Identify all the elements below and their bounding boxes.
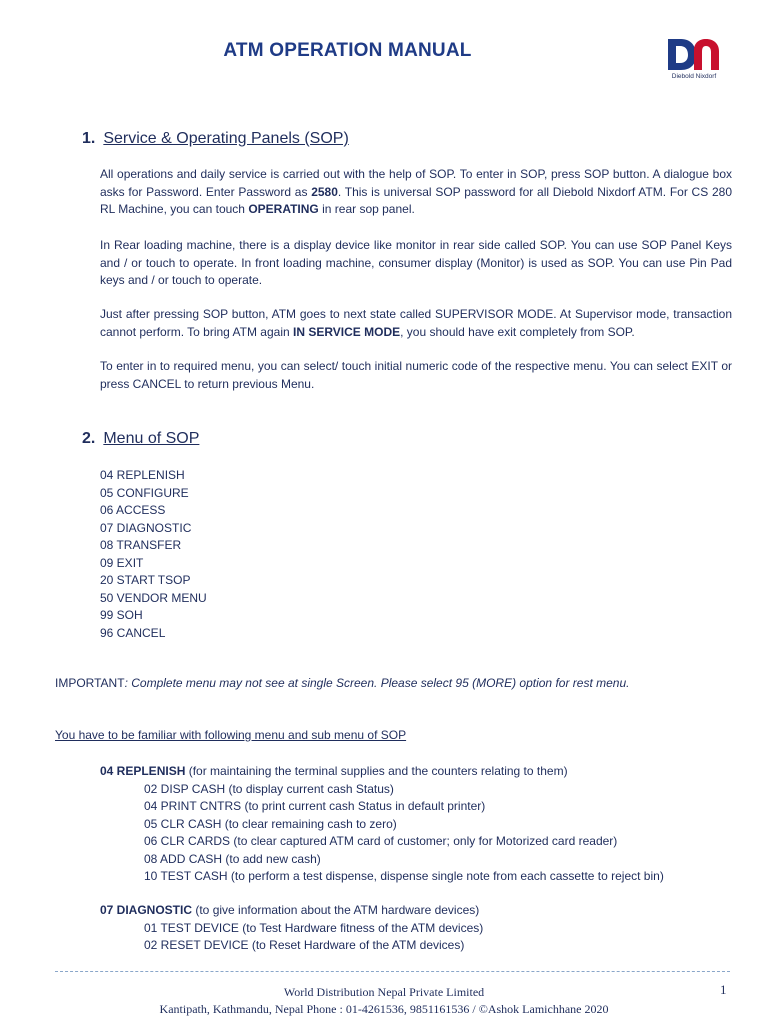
diagnostic-section bbox=[100, 902, 483, 955]
section-number: 2. bbox=[82, 430, 96, 447]
replenish-section bbox=[100, 763, 664, 886]
submenu-item: 02 DISP CASH (to display current cash Status) bbox=[144, 781, 394, 796]
footer-divider bbox=[55, 971, 730, 972]
in-service-mode-label: IN SERVICE MODE bbox=[293, 324, 401, 339]
paragraph-supervisor-mode bbox=[100, 306, 732, 341]
replenish-desc: (for maintaining the terminal supplies and the counters relating to them) bbox=[185, 764, 568, 778]
submenu-item: 04 PRINT CNTRS (to print current cash Status in default printer) bbox=[144, 799, 486, 813]
paragraph-sop-intro bbox=[100, 166, 732, 219]
list-item: 09 EXIT bbox=[100, 555, 144, 570]
diagnostic-heading bbox=[100, 902, 483, 920]
important-note bbox=[55, 676, 629, 690]
list-item: 04 REPLENISH bbox=[100, 468, 185, 482]
page-title: ATM OPERATION MANUAL bbox=[223, 40, 472, 61]
diebold-nixdorf-logo bbox=[664, 36, 724, 82]
submenu-item: 01 TEST DEVICE (to Test Hardware fitness of the ATM devices) bbox=[144, 920, 484, 935]
list-item: 06 ACCESS bbox=[100, 503, 166, 517]
section-heading-sop bbox=[82, 130, 349, 148]
submenu-item: 10 TEST CASH (to perform a test dispense, dispense single note from each cassette to reject bin) bbox=[144, 869, 664, 883]
paragraph-sop-display bbox=[100, 237, 732, 290]
sop-menu-list bbox=[100, 467, 207, 642]
footer-company: World Distribution Nepal Private Limited bbox=[283, 985, 485, 999]
text-run: In Rear loading machine, there is a display device like monitor in rear side called SOP. You can use SOP Panel Keys and / or touch to operate. In front loading machine, consumer display (Monitor) is used as SOP. You can use Pin Pad keys and / or touch to operate. bbox=[100, 238, 732, 287]
footer-address: Kantipath, Kathmandu, Nepal Phone : 01-4261536, 9851161536 / ©Ashok Lamichhane 2020 bbox=[159, 1002, 609, 1016]
replenish-heading bbox=[100, 763, 664, 781]
replenish-code: 04 REPLENISH bbox=[100, 764, 186, 778]
submenu-item: 06 CLR CARDS (to clear captured ATM card of customer; only for Motorized card reader) bbox=[144, 834, 618, 848]
list-item: 96 CANCEL bbox=[100, 625, 166, 640]
submenu-item: 02 RESET DEVICE (to Reset Hardware of the ATM devices) bbox=[144, 938, 465, 952]
submenu-item: 05 CLR CASH (to clear remaining cash to zero) bbox=[144, 816, 397, 831]
important-text: : Complete menu may not see at single Screen. Please select 95 (MORE) option for rest menu. bbox=[124, 676, 630, 690]
diagnostic-code: 07 DIAGNOSTIC bbox=[100, 903, 193, 917]
text-run: in rear sop panel. bbox=[318, 202, 415, 216]
paragraph-menu-navigation bbox=[100, 358, 732, 393]
password-value: 2580 bbox=[311, 184, 338, 199]
text-run: All operations and daily service is carried out with the help of SOP. To enter in SOP, press SOP button. A dialogue box asks for Password. Enter Password as bbox=[100, 167, 732, 199]
diagnostic-desc: (to give information about the ATM hardware devices) bbox=[192, 903, 480, 917]
text-run: , you should have exit completely from SOP. bbox=[400, 324, 635, 339]
operating-label: OPERATING bbox=[248, 202, 319, 216]
text-run: Just after pressing SOP button, ATM goes to next state called SUPERVISOR MODE. At Supervisor mode, transaction cannot perform. To bring ATM again bbox=[100, 307, 732, 339]
text-run: . This is universal SOP password for all Diebold Nixdorf ATM. For CS 280 RL Machine, you can touch bbox=[100, 184, 732, 216]
list-item: 20 START TSOP bbox=[100, 573, 191, 587]
list-item: 08 TRANSFER bbox=[100, 538, 182, 552]
list-item: 50 VENDOR MENU bbox=[100, 590, 207, 605]
text-run: To enter in to required menu, you can select/ touch initial numeric code of the respective menu. You can select EXIT or press CANCEL to return previous Menu. bbox=[100, 359, 732, 391]
page-number: 1 bbox=[720, 982, 727, 997]
dn-logo-icon bbox=[664, 36, 724, 72]
important-label: IMPORTANT bbox=[55, 676, 125, 690]
section-title: Service & Operating Panels (SOP) bbox=[103, 130, 349, 147]
section-title: Menu of SOP bbox=[103, 430, 200, 447]
list-item: 07 DIAGNOSTIC bbox=[100, 520, 192, 535]
familiar-note: You have to be familiar with following menu and sub menu of SOP bbox=[55, 728, 407, 742]
logo-caption: Diebold Nixdorf bbox=[671, 73, 717, 80]
list-item: 05 CONFIGURE bbox=[100, 485, 189, 500]
section-heading-menu bbox=[82, 430, 199, 448]
section-number: 1. bbox=[82, 130, 96, 147]
list-item: 99 SOH bbox=[100, 608, 143, 622]
submenu-item: 08 ADD CASH (to add new cash) bbox=[144, 851, 321, 866]
